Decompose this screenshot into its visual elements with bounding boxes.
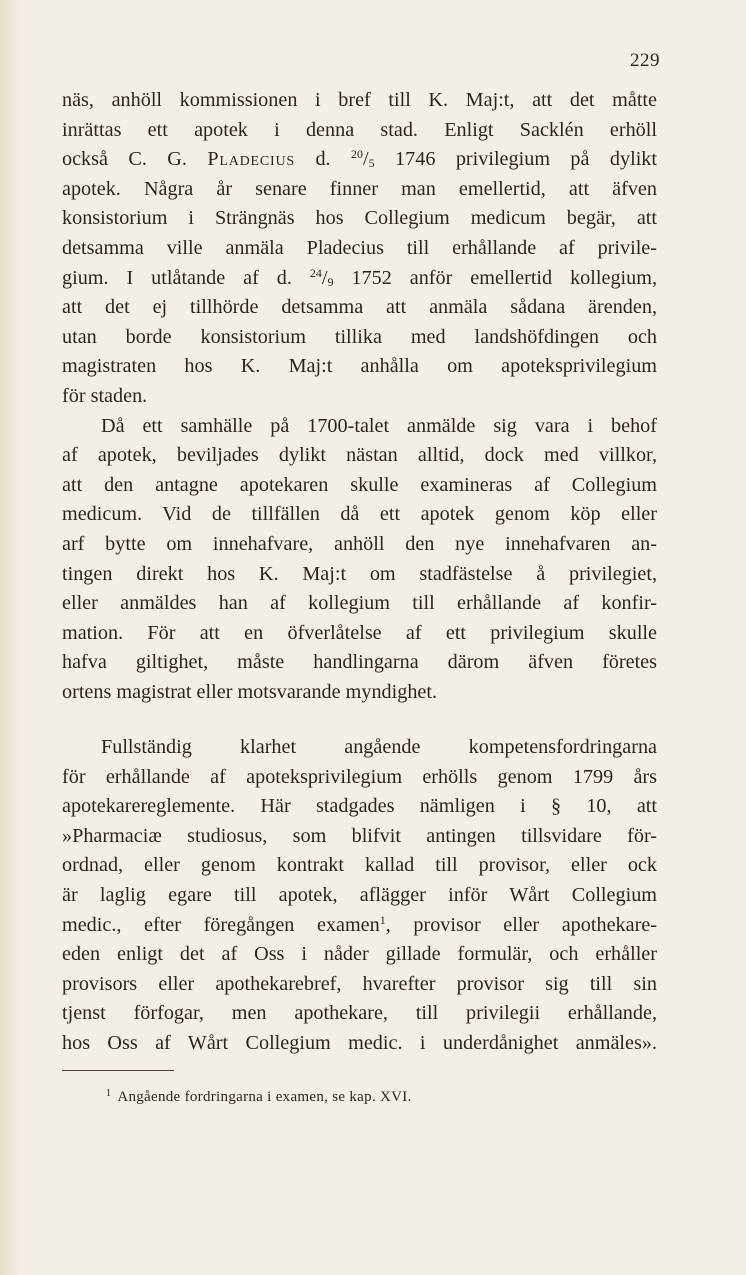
text-line: apotek. Några år senare finner man emellertid, att äfven [62,177,657,200]
paragraph-1 [62,86,657,412]
text-line [62,145,657,175]
body-text-bottom [62,733,657,1059]
text-line [62,264,657,294]
text-line [62,911,657,941]
fraction-denominator: 9 [327,274,334,289]
text-line: apotekarereglemente. Här stadgades nämligen i § 10, att [62,795,657,818]
footnote-marker: 1 [106,1088,112,1099]
page-edge-shadow [0,0,22,1275]
footnote [106,1086,412,1108]
person-name-smallcaps: Pladecius [207,148,296,171]
text-line: konsistorium i Strängnäs hos Collegium medicum begär, att [62,207,657,230]
paragraph-2 [62,412,657,708]
text-line: Fullständig klarhet angående kompetensfordringarna [101,736,657,758]
text-line: tjenst förfogar, men apothekare, till privilegii erhållande, [62,1002,657,1025]
body-text-top [62,86,657,707]
fraction-numerator: 20 [351,147,363,162]
text-line: ordnad, eller genom kontrakt kallad till provisor, eller ock [62,854,657,877]
text-line: ortens magistrat eller motsvarande myndighet. [62,680,438,703]
text-line: »Pharmaciæ studiosus, som blifvit antingen tillsvidare för- [62,824,657,847]
text-span: 1746 privilegium på dylikt [395,148,658,171]
fraction-numerator: 24 [309,265,322,280]
text-line: arf bytte om innehafvare, anhöll den nye innehafvaren an- [62,532,657,555]
text-line: är laglig egare till apotek, aflägger inför Wårt Collegium [62,883,657,906]
date-fraction: $^{24}/_9$ [309,265,334,289]
text-span: , provisor eller apothekare- [385,913,657,936]
text-line: eden enligt det af Oss i nåder gillade formulär, och erhåller [62,943,657,966]
text-line: hafva giltighet, måste handlingarna därom äfven företes [62,651,657,674]
text-line: magistraten hos K. Maj:t anhålla om apoteksprivilegium [62,355,657,378]
footnote-text: Angående fordringarna i examen, se kap. XVI. [117,1089,412,1105]
text-line: att det ej tillhörde detsamma att anmäla sådana ärenden, [62,296,657,319]
date-fraction: $^{20}/_5$ [351,147,375,171]
text-span: 1752 anför emellertid kollegium, [351,266,657,289]
text-span: d. [315,148,331,171]
footnote-divider [62,1070,174,1071]
text-line: tingen direkt hos K. Maj:t om stadfästelse å privilegiet, [62,562,657,585]
text-span: medic., efter föregången examen [62,913,380,936]
text-line: näs, anhöll kommissionen i bref till K. Maj:t, att det måtte [62,89,657,111]
paragraph-3 [62,733,657,1059]
fraction-denominator: 5 [368,156,375,171]
text-line: provisors eller apothekarebref, hvarefter provisor sig till sin [62,972,657,995]
page-number: 229 [630,50,660,71]
text-line: för staden. [62,384,148,407]
text-line: medicum. Vid de tillfällen då ett apotek genom köp eller [62,503,657,526]
footnote-reference: 1 [379,912,386,927]
text-line: att den antagne apotekaren skulle examineras af Collegium [62,473,657,496]
text-span: också C. G. [62,148,187,171]
text-line: inrättas ett apotek i denna stad. Enligt Sacklén erhöll [62,118,657,141]
text-line: Då ett samhälle på 1700-talet anmälde sig vara i behof [101,414,657,437]
text-span: gium. I utlåtande af d. [62,266,292,289]
text-line: detsamma ville anmäla Pladecius till erhållande af privile- [62,236,657,259]
text-line: eller anmäldes han af kollegium till erhållande af konfir- [62,592,657,615]
text-line: utan borde konsistorium tillika med landshöfdingen och [62,325,657,348]
text-line: af apotek, beviljades dylikt nästan alltid, dock med villkor, [62,444,657,467]
text-line: hos Oss af Wårt Collegium medic. i underdånighet anmäles». [62,1031,657,1054]
text-line: mation. För att en öfverlåtelse af ett privilegium skulle [62,621,657,644]
text-line: för erhållande af apoteksprivilegium erhölls genom 1799 års [62,765,657,788]
